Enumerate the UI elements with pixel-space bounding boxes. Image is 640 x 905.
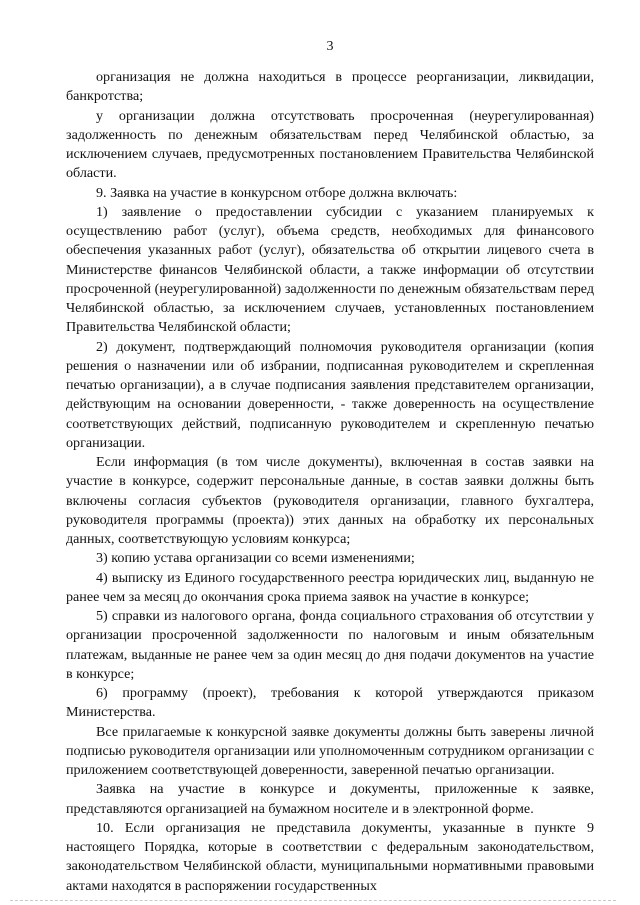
paragraph-clause-10: 10. Если организация не представила документы, указанные в пункте 9 настоящего Порядка, которые в соответствии с федеральным законодательством, законодательством Челябинской области, муниципальными нормативными правовыми актами находятся в распоряжении государственных — [66, 819, 594, 894]
paragraph-personal-data-consent: Если информация (в том числе документы), включенная в состав заявки на участие в конкурсе, содержит персональные данные, в состав заявки должны быть включены согласия субъектов (руководителя организации, главного бухгалтера, руководителя программы (проекта)) этих данных на обработку их персональных данных, соответствующую условиям конкурса; — [66, 454, 594, 547]
paragraph-no-overdue-debt: у организации должна отсутствовать просроченная (неурегулированная) задолженность по денежным обязательствам перед Челябинской областью, за исключением случаев, предусмотренных постановлением Правительства Челябинской области. — [66, 107, 594, 182]
paragraph-submission-format: Заявка на участие в конкурсе и документы, приложенные к заявке, представляются организацией на бумажном носителе и в электронной форме. — [66, 781, 594, 817]
paragraph-item-5-tax-certificates: 5) справки из налогового органа, фонда социального страхования об отсутствии у организации просроченной задолженности по налоговым и иным обязательным платежам, выданные не ранее чем за один месяц до дня подачи документов на участие в конкурсе; — [66, 608, 594, 682]
paragraph-item-1-application: 1) заявление о предоставлении субсидии с указанием планируемых к осуществлению работ (услуг), объема средств, необходимых для финансового обеспечения указанных работ (услуг), обязательства об открытии лицевого счета в Министерстве финансов Челябинской области, а также информации об отсутствии просроченной (неурегулированной) задолженности по денежным обязательствам перед Челябинской областью, за исключением случаев, установленных постановлением Правительства Челябинской области; — [66, 203, 594, 336]
paragraph-item-4-registry-extract: 4) выписку из Единого государственного реестра юридических лиц, выданную не ранее чем за месяц до окончания срока приема заявок на участие в конкурсе; — [66, 569, 594, 605]
page-number: 3 — [326, 39, 334, 54]
paragraph-documents-certification: Все прилагаемые к конкурсной заявке документы должны быть заверены личной подписью руководителя организации или уполномоченным сотрудником организации с приложением соответствующей доверенности, заверенной печатью организации. — [66, 723, 594, 778]
paragraph-clause-9-heading: 9. Заявка на участие в конкурсном отборе должна включать: — [96, 184, 458, 201]
paragraph-item-2-authority-document: 2) документ, подтверждающий полномочия руководителя организации (копия решения о назначении или об избрании, подписанная руководителем и скрепленная печатью организации), а в случае подписания заявления представителем организации, действующим на основании доверенности, - также доверенность на осуществление соответствующих действий, подписанную руководителем и скрепленную печатью организации. — [66, 338, 594, 451]
paragraph-item-3-charter-copy: 3) копию устава организации со всеми изменениями; — [96, 550, 415, 567]
paragraph-no-reorganization: организация не должна находиться в процессе реорганизации, ликвидации, банкротства; — [66, 69, 594, 105]
paragraph-item-6-program: 6) программу (проект), требования к которой утверждаются приказом Министерства. — [66, 685, 594, 721]
scan-bottom-edge — [10, 900, 616, 901]
